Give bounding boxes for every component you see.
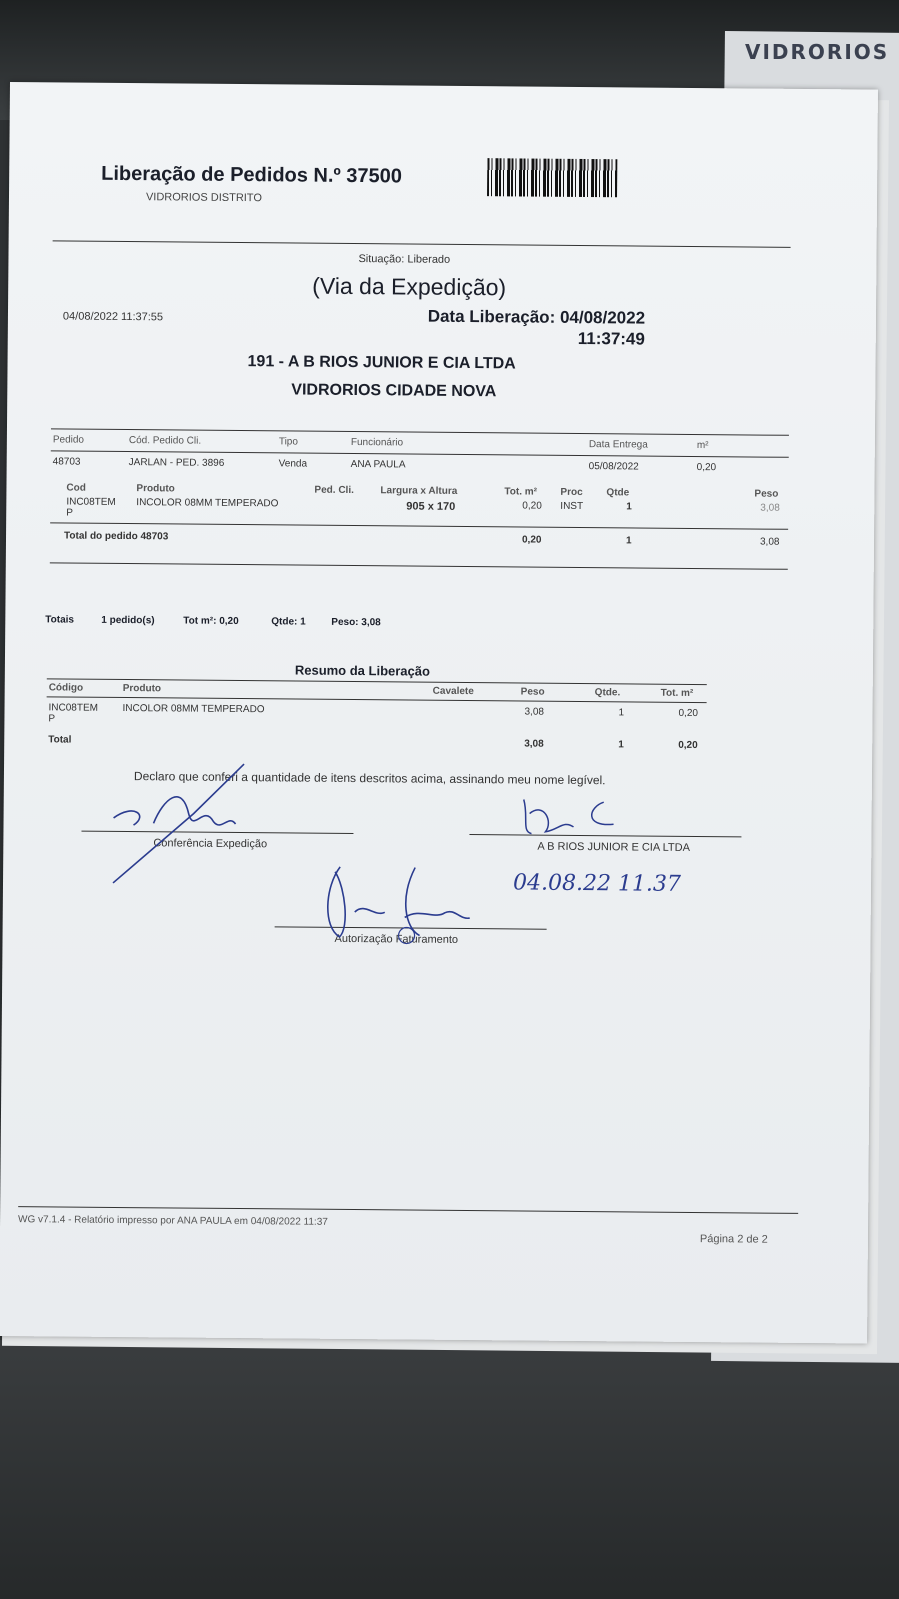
release-date bbox=[406, 305, 645, 349]
release-date-label: Data Liberação: 04/08/2022 bbox=[427, 306, 646, 328]
client-signature-label: A B RIOS JUNIOR E CIA LTDA bbox=[537, 840, 691, 854]
document-title: Liberação de Pedidos N.º 37500 bbox=[101, 162, 403, 188]
resumo-total-label: Total bbox=[48, 734, 72, 746]
item-peso: 3,08 bbox=[760, 502, 780, 514]
client-store: VIDRORIOS CIDADE NOVA bbox=[291, 381, 497, 401]
resumo-produto: INCOLOR 08MM TEMPERADO bbox=[122, 703, 265, 716]
order-total-peso: 3,08 bbox=[759, 536, 780, 548]
item-cod-line1: INC08TEM bbox=[66, 496, 116, 508]
order-data-entrega: 05/08/2022 bbox=[588, 461, 639, 473]
resumo-total-tot-m2: 0,20 bbox=[678, 739, 698, 752]
resumo-col-produto: Produto bbox=[122, 683, 162, 695]
item-col-ped-cli: Ped. Cli. bbox=[314, 484, 354, 497]
item-produto: INCOLOR 08MM TEMPERADO bbox=[136, 497, 279, 510]
header-divider bbox=[53, 240, 791, 247]
order-total-line bbox=[50, 522, 788, 529]
order-m2: 0,20 bbox=[696, 462, 717, 474]
back-sheet-text: VIDRORIOS bbox=[745, 40, 890, 64]
item-proc: INST bbox=[560, 500, 584, 513]
item-qtde: 1 bbox=[626, 501, 632, 513]
resumo-col-tot-m2: Tot. m² bbox=[660, 687, 694, 699]
resumo-codigo-line1: INC08TEM bbox=[48, 702, 99, 714]
col-m2: m² bbox=[696, 440, 709, 452]
order-total-qtde: 1 bbox=[625, 535, 632, 547]
resumo-qtde: 1 bbox=[618, 707, 625, 719]
item-col-qtde: Qtde bbox=[606, 487, 630, 499]
client-signature bbox=[503, 791, 643, 842]
company-subtitle: VIDRORIOS DISTRITO bbox=[145, 191, 262, 205]
autorizacao-label: Autorização Faturamento bbox=[334, 932, 459, 946]
totais-qtde: Qtde: 1 bbox=[271, 616, 306, 628]
item-largura-altura: 905 x 170 bbox=[406, 500, 456, 513]
totais-pedidos: 1 pedido(s) bbox=[101, 614, 155, 627]
resumo-codigo bbox=[48, 702, 98, 724]
item-col-cod: Cod bbox=[66, 482, 86, 494]
report-footer: WG v7.1.4 - Relatório impresso por ANA PAULA em 04/08/2022 11:37 bbox=[18, 1214, 328, 1228]
resumo-title: Resumo da Liberação bbox=[294, 662, 431, 679]
item-col-produto: Produto bbox=[136, 483, 175, 495]
item-cod-line2: P bbox=[66, 507, 73, 519]
resumo-col-cavalete: Cavalete bbox=[432, 685, 474, 698]
col-funcionario: Funcionário bbox=[350, 436, 404, 449]
totais-peso: Peso: 3,08 bbox=[331, 616, 381, 629]
order-tipo: Venda bbox=[278, 458, 308, 470]
status-text: Situação: Liberado bbox=[358, 253, 451, 266]
client-name: 191 - A B RIOS JUNIOR E CIA LTDA bbox=[247, 353, 516, 373]
resumo-col-codigo: Código bbox=[48, 682, 84, 694]
resumo-tot-m2: 0,20 bbox=[678, 707, 699, 720]
item-col-peso: Peso bbox=[754, 488, 779, 500]
totais-tot-m2: Tot m²: 0,20 bbox=[183, 615, 239, 628]
item-col-tot-m2: Tot. m² bbox=[504, 486, 538, 498]
document-page bbox=[0, 82, 878, 1344]
handwritten-date: 04.08.22 11.37 bbox=[512, 870, 682, 897]
item-col-largura-altura: Largura x Altura bbox=[380, 485, 458, 497]
declaration-text: Declaro que conferi a quantidade de itens descritos acima, assinando meu nome legível. bbox=[133, 769, 606, 788]
col-data-entrega: Data Entrega bbox=[588, 439, 648, 451]
conferencia-signature bbox=[93, 743, 284, 895]
order-funcionario: ANA PAULA bbox=[350, 458, 406, 471]
barcode bbox=[487, 158, 617, 197]
resumo-col-peso: Peso bbox=[520, 686, 545, 698]
resumo-total-qtde: 1 bbox=[618, 739, 624, 751]
item-tot-m2: 0,20 bbox=[522, 500, 542, 512]
resumo-codigo-line2: P bbox=[48, 713, 56, 725]
print-timestamp: 04/08/2022 11:37:55 bbox=[62, 310, 164, 324]
col-cod-pedido-cli: Cód. Pedido Cli. bbox=[128, 435, 202, 447]
order-table-bottom-line bbox=[50, 562, 788, 569]
resumo-peso: 3,08 bbox=[524, 706, 545, 718]
resumo-col-qtde: Qtde. bbox=[594, 687, 621, 699]
item-cod bbox=[66, 497, 116, 519]
release-time: 11:37:49 bbox=[577, 328, 645, 349]
item-col-proc: Proc bbox=[560, 486, 583, 499]
order-total-label: Total do pedido 48703 bbox=[63, 530, 169, 543]
autorizacao-signature bbox=[294, 857, 495, 949]
order-pedido: 48703 bbox=[52, 456, 81, 468]
resumo-total-peso: 3,08 bbox=[524, 738, 544, 750]
order-cod-pedido-cli: JARLAN - PED. 3896 bbox=[128, 457, 225, 469]
col-tipo: Tipo bbox=[278, 436, 299, 448]
footer-line bbox=[18, 1206, 798, 1214]
conferencia-label: Conferência Expedição bbox=[153, 837, 268, 851]
page-number: Página 2 de 2 bbox=[699, 1233, 768, 1246]
totais-label: Totais bbox=[45, 614, 75, 626]
background-bottom bbox=[0, 1340, 899, 1599]
order-total-m2: 0,20 bbox=[521, 534, 542, 546]
copy-type: (Via da Expedição) bbox=[312, 272, 507, 301]
col-pedido: Pedido bbox=[52, 434, 85, 446]
